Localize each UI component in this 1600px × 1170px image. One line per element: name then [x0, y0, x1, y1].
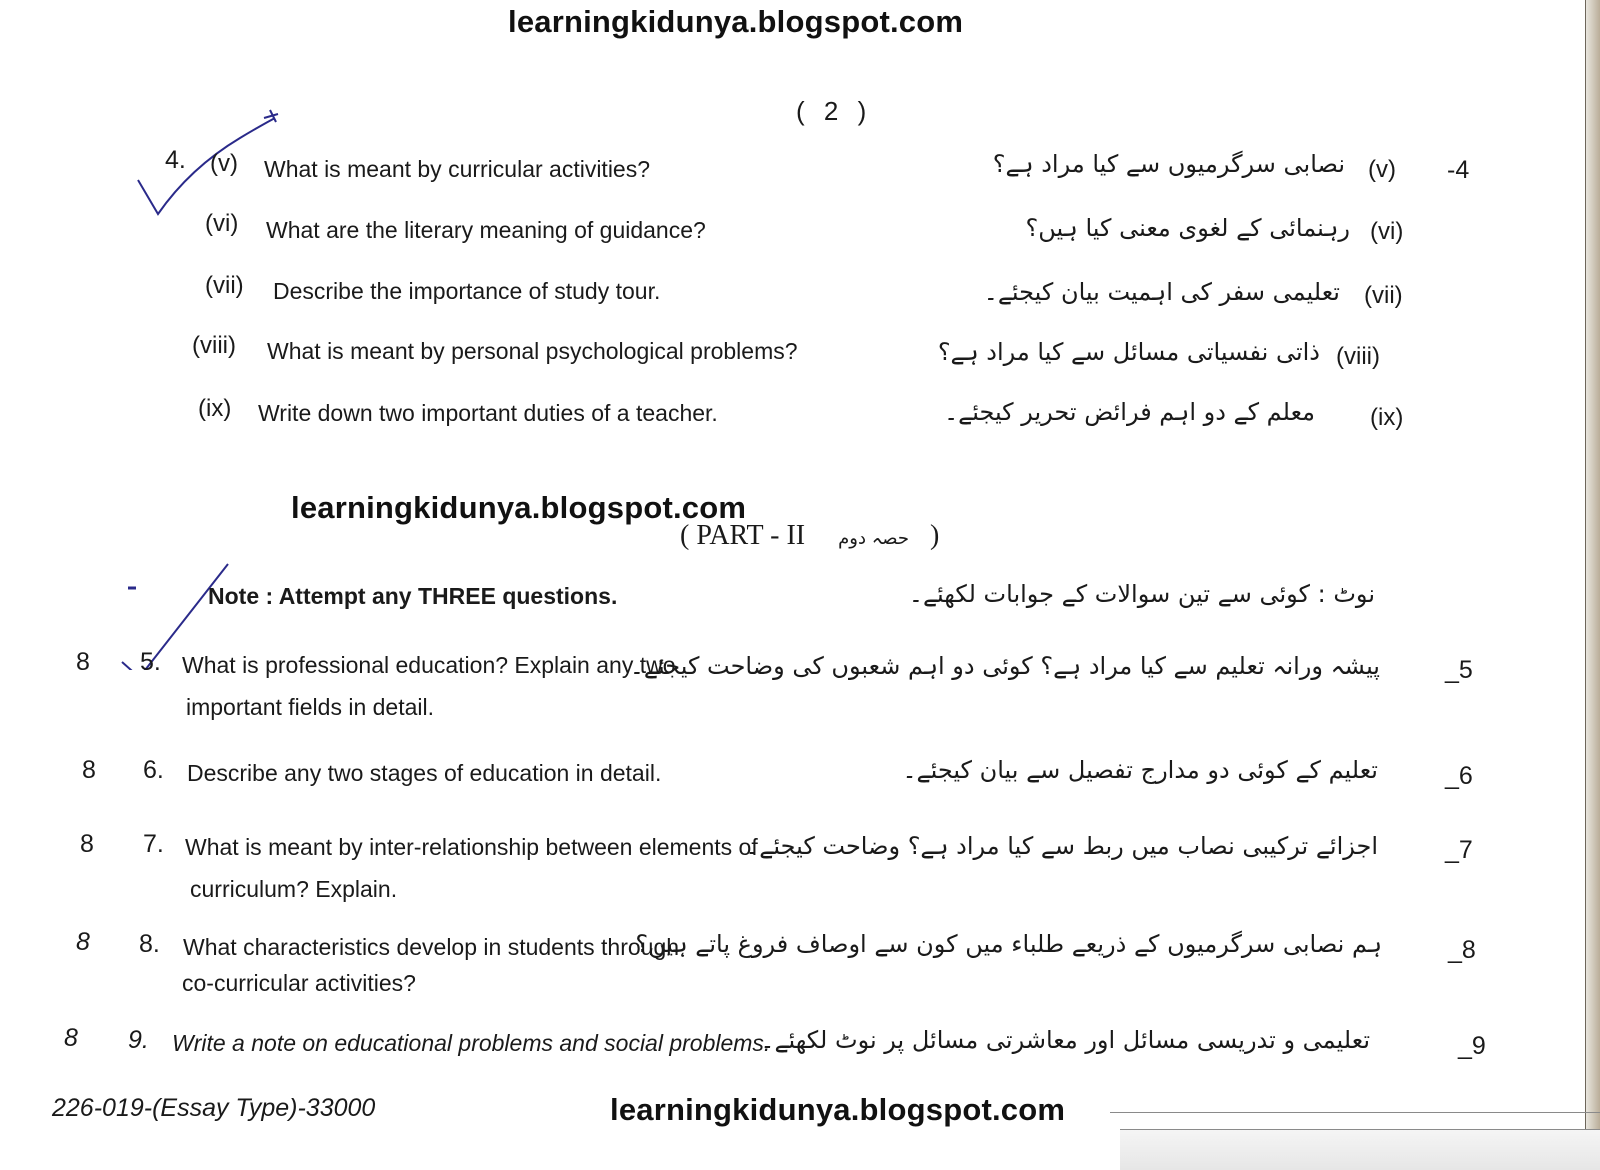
- question-number-urdu: _8: [1448, 936, 1476, 964]
- question-text-ur: تعلیم کے کوئی دو مدارج تفصیل سے بیان کیجئے۔: [902, 756, 1378, 784]
- question-text-line1: Describe any two stages of education in detail.: [187, 760, 662, 786]
- question-text-ur: ہم نصابی سرگرمیوں کے ذریعے طلباء میں کون سے اوصاف فروغ پاتے ہیں؟: [635, 930, 1382, 958]
- question-text-line1: What characteristics develop in students through: [183, 934, 680, 960]
- question-number-urdu: _9: [1458, 1032, 1486, 1060]
- question-text-line2: curriculum? Explain.: [190, 876, 398, 902]
- question-number-urdu: _6: [1445, 762, 1473, 790]
- watermark-middle: learningkidunya.blogspot.com: [291, 490, 747, 525]
- part-text-en: What is meant by personal psychological problems?: [267, 338, 798, 364]
- part-2-heading-close: ): [929, 520, 940, 551]
- page-number: ( 2 ): [796, 96, 873, 126]
- part-label: (v): [210, 150, 238, 177]
- marks: 8: [76, 648, 90, 676]
- marks: 8: [82, 756, 96, 784]
- note-en: Note : Attempt any THREE questions.: [208, 583, 618, 609]
- part-label-urdu: (ix): [1370, 404, 1404, 431]
- part-label: (vii): [205, 272, 244, 299]
- part-text-en: Describe the importance of study tour.: [273, 278, 661, 304]
- note-ur: نوٹ : کوئی سے تین سوالات کے جوابات لکھئے۔: [908, 580, 1375, 608]
- part-text-ur: معلم کے دو اہم فرائض تحریر کیجئے۔: [944, 398, 1315, 426]
- part-text-ur: تعلیمی سفر کی اہمیت بیان کیجئے۔: [983, 278, 1340, 306]
- part-label: (viii): [192, 332, 236, 359]
- question-4-number-urdu: -4: [1447, 156, 1470, 184]
- part-label-urdu: (viii): [1336, 343, 1380, 370]
- marks: 8: [76, 928, 90, 956]
- part-label: (vi): [205, 210, 239, 237]
- page-bottom-line: [1110, 1112, 1600, 1113]
- watermark-top: learningkidunya.blogspot.com: [508, 4, 964, 39]
- marks: 8: [80, 830, 94, 858]
- question-text-line2: important fields in detail.: [186, 694, 435, 720]
- part-label: (ix): [198, 395, 232, 422]
- part-2-heading-en: ( PART - II: [680, 520, 806, 551]
- part-text-ur: نصابی سرگرمیوں سے کیا مراد ہے؟: [992, 150, 1345, 178]
- part-text-ur: رہنمائی کے لغوی معنی کیا ہیں؟: [1025, 214, 1350, 242]
- question-text-line1: Write a note on educational problems and social problems.: [172, 1030, 771, 1056]
- question-number: 6.: [143, 756, 164, 784]
- part-label-urdu: (vii): [1364, 282, 1403, 309]
- part-text-en: Write down two important duties of a teacher.: [258, 400, 718, 426]
- question-text-line1: What is professional education? Explain any two: [182, 652, 676, 678]
- marks: 8: [64, 1024, 78, 1052]
- footer-code: 226-019-(Essay Type)-33000: [52, 1094, 376, 1122]
- watermark-bottom: learningkidunya.blogspot.com: [610, 1092, 1066, 1127]
- question-number: 7.: [143, 830, 164, 858]
- part-2-heading-ur: حصہ دوم: [838, 528, 909, 549]
- question-4-number: 4.: [165, 146, 186, 174]
- paper-fold: [1120, 1129, 1600, 1170]
- part-text-en: What are the literary meaning of guidance?: [266, 217, 706, 243]
- question-text-ur: اجزائے ترکیبی نصاب میں ربط سے کیا مراد ہے؟ وضاحت کیجئے۔: [745, 832, 1378, 860]
- question-text-ur: تعلیمی و تدریسی مسائل اور معاشرتی مسائل پر نوٹ لکھئے۔: [760, 1026, 1370, 1054]
- question-number: 9.: [128, 1026, 149, 1054]
- part-label-urdu: (v): [1368, 156, 1396, 183]
- question-number-urdu: _7: [1445, 836, 1473, 864]
- part-label-urdu: (vi): [1370, 218, 1404, 245]
- part-text-en: What is meant by curricular activities?: [264, 156, 651, 182]
- paper-edge: [1585, 0, 1600, 1140]
- question-number-urdu: _5: [1445, 656, 1473, 684]
- question-text-line2: co-curricular activities?: [182, 970, 416, 996]
- question-text-ur: پیشہ ورانہ تعلیم سے کیا مراد ہے؟ کوئی دو اہم شعبوں کی وضاحت کیجئے۔: [629, 652, 1380, 680]
- question-number: 8.: [139, 930, 160, 958]
- question-number: 5.: [140, 648, 161, 676]
- question-text-line1: What is meant by inter-relationship between elements of: [185, 834, 758, 860]
- part-text-ur: ذاتی نفسیاتی مسائل سے کیا مراد ہے؟: [937, 338, 1320, 366]
- part-2-heading: [680, 520, 939, 552]
